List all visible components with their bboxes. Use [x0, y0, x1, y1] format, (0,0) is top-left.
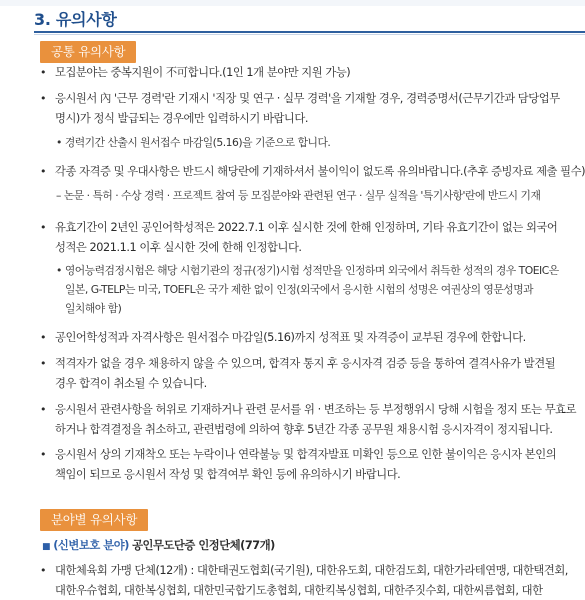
top-strip	[0, 0, 585, 6]
sub-note	[56, 261, 581, 318]
bullet-icon: •	[40, 66, 47, 79]
item-text: 성적은 2021.1.1 이후 실시한 것에 한해 인정합니다.	[55, 240, 302, 254]
title-rule	[34, 31, 585, 33]
category-label: (신변보호 분야)	[53, 539, 129, 552]
sub-text: 일치해야 함)	[65, 302, 122, 315]
dash-icon: –	[56, 189, 61, 202]
bullet-icon: •	[40, 165, 47, 178]
bullet-icon: •	[40, 92, 47, 105]
bullet-icon: •	[40, 564, 47, 577]
bullet-icon: •	[40, 331, 47, 344]
sub-text: 영어능력검정시험은 해당 시험기관의 정규(정기)시험 성적만을 인정하며 외국에서 취득한 성적의 경우 TOEIC은	[64, 264, 559, 277]
item-text: 명시)가 정식 발급되는 경우에만 입력하시기 바랍니다.	[55, 111, 308, 125]
square-bullet-icon: ■	[42, 542, 51, 552]
category-text: 공인무도단증 인정단체(77개)	[132, 539, 275, 552]
note-line	[56, 133, 330, 152]
common-notes-tag: 공통 유의사항	[40, 41, 136, 63]
item-text: 대한우슈협회, 대한복싱협회, 대한민국합기도총협회, 대한킥복싱협회, 대한주짓수회, 대한씨름협회, 대한	[55, 583, 543, 597]
item-text: 유효기간이 2년인 공인어학성적은 2022.7.1 이후 실시한 것에 한해 인정하며, 기타 유효기간이 없는 외국어	[55, 221, 558, 234]
bullet-icon: •	[40, 221, 47, 234]
sub-bullet-icon: •	[56, 264, 62, 277]
item-text: 경우 합격이 취소될 수 있습니다.	[55, 376, 207, 390]
item-text: 적격자가 없을 경우 채용하지 않을 수 있으며, 합격자 통지 후 응시자격 검증 등을 통하여 결격사유가 발견될	[55, 357, 556, 370]
item-text: 책임이 되므로 응시원서 작성 및 합격여부 확인 등에 유의하시기 바랍니다.	[55, 467, 401, 481]
item-text: 응시원서 상의 기재착오 또는 누락이나 연락불능 및 합격자발표 미확인 등으로 인한 불이익은 응시자 본인의	[55, 448, 557, 461]
bullet-icon: •	[40, 448, 47, 461]
dash-line	[56, 186, 540, 205]
dash-text: 논문 · 특허 · 수상 경력 · 프로젝트 참여 등 모집분야와 관련된 연구 · 실무 실적을 '특기사항'란에 반드시 기재	[63, 189, 541, 202]
item-text: 모집분야는 중복지원이 不可합니다.(1인 1개 분야만 지원 가능)	[55, 66, 351, 79]
section-title: 3. 유의사항	[34, 10, 117, 29]
item-text: 각종 자격증 및 우대사항은 반드시 해당란에 기재하셔서 불이익이 없도록 유의바랍니다.(추후 증빙자료 제출 필수)	[55, 165, 585, 178]
note-text: 경력기간 산출시 원서접수 마감일(5.16)을 기준으로 합니다.	[64, 136, 331, 149]
field-notes-tag: 분야별 유의사항	[40, 509, 148, 531]
sub-text: 일본, G-TELP는 미국, TOEFL은 국가 제한 없이 인정(외국에서 응시한 시험의 성명은 여권상의 영문성명과	[65, 283, 534, 296]
bullet-icon: •	[40, 403, 47, 416]
item-text: 하거나 합격결정을 취소하고, 관련법령에 의하여 향후 5년간 각종 공무원 채용시험 응시자격이 정지됩니다.	[55, 422, 553, 436]
bullet-icon: •	[40, 357, 47, 370]
item-text: 공인어학성적과 자격사항은 원서접수 마감일(5.16)까지 성적표 및 자격증이 교부된 경우에 한합니다.	[55, 331, 526, 344]
category-heading	[42, 536, 582, 558]
item-text: 응시원서 관련사항을 허위로 기재하거나 관련 문서를 위 · 변조하는 등 부정행위시 당해 시험을 정지 또는 무효로	[55, 403, 577, 416]
note-bullet-icon: •	[56, 136, 62, 149]
item-text: 대한체육회 가맹 단체(12개) : 대한태권도협회(국기원), 대한유도회, 대한검도회, 대한가라테연맹, 대한택견회,	[55, 564, 568, 577]
title-rule-secondary	[34, 34, 585, 35]
item-text: 응시원서 內 '근무 경력'란 기재시 '직장 및 연구 · 실무 경력'을 기재할 경우, 경력증명서(근무기간과 담당업무	[55, 92, 560, 105]
